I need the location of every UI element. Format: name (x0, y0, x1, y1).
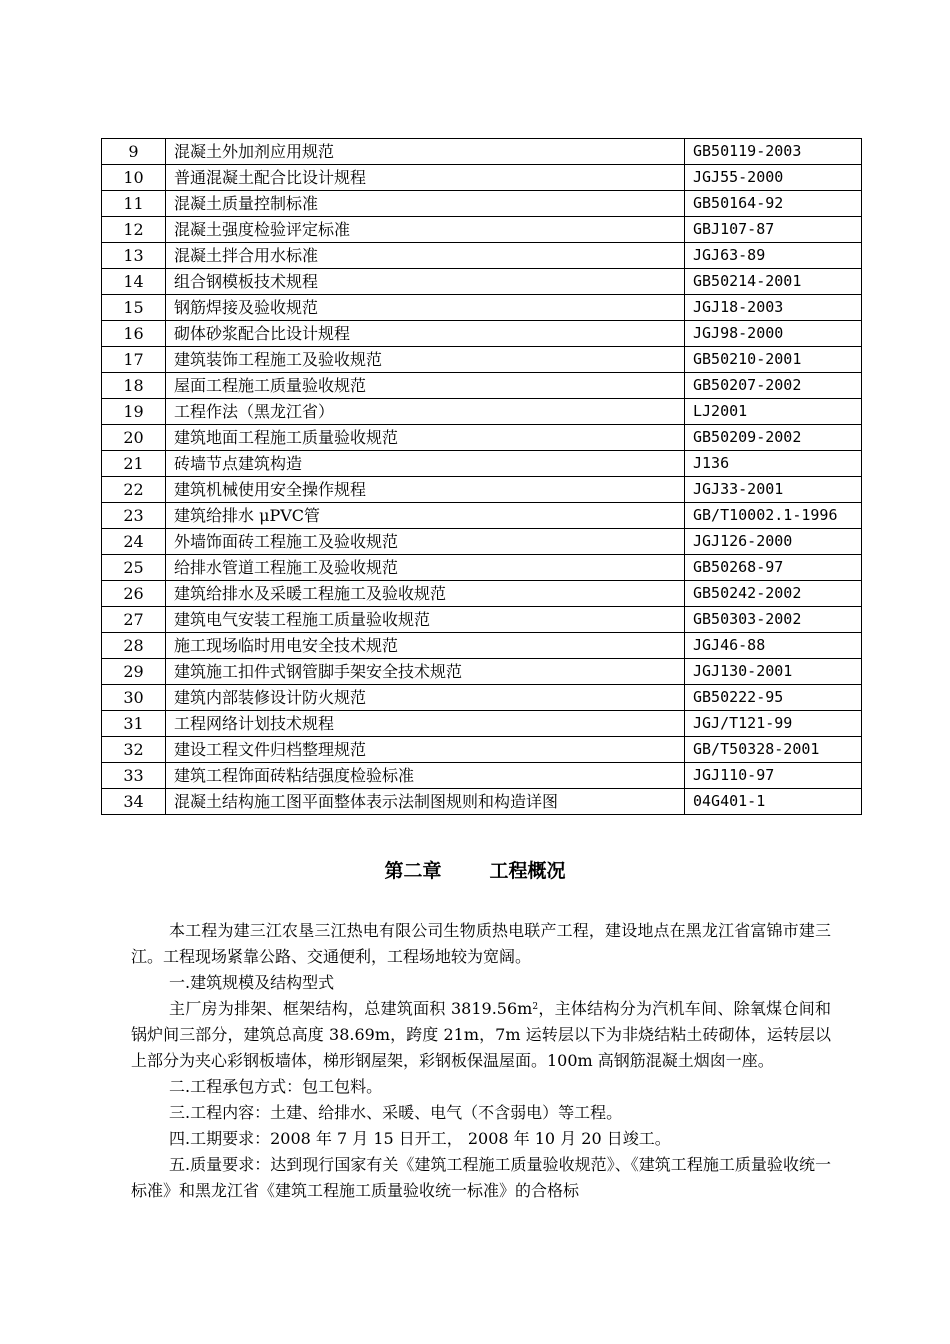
row-number: 21 (102, 451, 166, 477)
standard-name: 建筑地面工程施工质量验收规范 (166, 425, 685, 451)
table-row (102, 555, 862, 581)
project-overview (131, 918, 831, 1204)
row-number: 30 (102, 685, 166, 711)
standard-code: JGJ46-88 (685, 633, 862, 659)
standard-name: 组合钢模板技术规程 (166, 269, 685, 295)
row-number: 31 (102, 711, 166, 737)
row-number: 28 (102, 633, 166, 659)
standard-name: 建设工程文件归档整理规范 (166, 737, 685, 763)
standard-code: GB50209-2002 (685, 425, 862, 451)
standard-code: GB/T10002.1-1996 (685, 503, 862, 529)
table-row (102, 139, 862, 165)
section-4-paragraph: 四.工期要求：2008 年 7 月 15 日开工， 2008 年 10 月 20 日竣工。 (169, 1129, 671, 1148)
section-1-text-b: ，主体结构分为汽机车间、除氧煤仓间和锅炉间三部分，建筑总高度 38.69m，跨度 21m，7m 运转层以下为非烧结粘土砖砌体，运转层以上部分为夹心彩钢板墙体，梯形钢屋架，彩钢板保温屋面。100m 高钢筋混凝土烟囱一座。 (131, 999, 831, 1070)
table-row (102, 321, 862, 347)
table-row (102, 269, 862, 295)
standard-name: 砌体砂浆配合比设计规程 (166, 321, 685, 347)
row-number: 16 (102, 321, 166, 347)
standard-code: GB50210-2001 (685, 347, 862, 373)
standard-code: JGJ55-2000 (685, 165, 862, 191)
chapter-number: 第二章 (384, 860, 442, 882)
table-row (102, 789, 862, 815)
row-number: 25 (102, 555, 166, 581)
standard-code: JGJ18-2003 (685, 295, 862, 321)
section-1-text-a: 主厂房为排架、框架结构，总建筑面积 3819.56m (169, 999, 533, 1018)
standard-code: 04G401-1 (685, 789, 862, 815)
row-number: 22 (102, 477, 166, 503)
table-row (102, 243, 862, 269)
standards-table (101, 138, 862, 815)
standard-name: 混凝土质量控制标准 (166, 191, 685, 217)
row-number: 17 (102, 347, 166, 373)
table-row (102, 659, 862, 685)
standard-code: GB50222-95 (685, 685, 862, 711)
standard-code: J136 (685, 451, 862, 477)
standard-name: 建筑给排水及采暖工程施工及验收规范 (166, 581, 685, 607)
section-2-paragraph: 二.工程承包方式：包工包料。 (169, 1077, 383, 1096)
row-number: 29 (102, 659, 166, 685)
standard-code: GB50303-2002 (685, 607, 862, 633)
row-number: 19 (102, 399, 166, 425)
section-1-heading: 一.建筑规模及结构型式 (169, 973, 335, 992)
row-number: 15 (102, 295, 166, 321)
standard-name: 建筑工程饰面砖粘结强度检验标准 (166, 763, 685, 789)
chapter-title: 工程概况 (489, 860, 566, 882)
intro-paragraph: 本工程为建三江农垦三江热电有限公司生物质热电联产工程，建设地点在黑龙江省富锦市建三江。工程现场紧靠公路、交通便利，工程场地较为宽阔。 (131, 921, 831, 966)
table-row (102, 165, 862, 191)
standard-code: JGJ63-89 (685, 243, 862, 269)
standard-name: 施工现场临时用电安全技术规范 (166, 633, 685, 659)
standard-code: GB50119-2003 (685, 139, 862, 165)
row-number: 34 (102, 789, 166, 815)
table-row (102, 607, 862, 633)
table-row (102, 373, 862, 399)
table-row (102, 503, 862, 529)
standard-code: JGJ126-2000 (685, 529, 862, 555)
standard-code: GB50242-2002 (685, 581, 862, 607)
table-row (102, 477, 862, 503)
table-row (102, 685, 862, 711)
section-1-paragraph (131, 996, 831, 1074)
area-unit-superscript: 2 (532, 1002, 539, 1012)
row-number: 14 (102, 269, 166, 295)
standard-code: GBJ107-87 (685, 217, 862, 243)
standard-name: 工程作法（黑龙江省） (166, 399, 685, 425)
table-row (102, 347, 862, 373)
standard-name: 普通混凝土配合比设计规程 (166, 165, 685, 191)
table-row (102, 399, 862, 425)
standard-code: GB50214-2001 (685, 269, 862, 295)
row-number: 18 (102, 373, 166, 399)
standard-name: 混凝土拌合用水标准 (166, 243, 685, 269)
row-number: 11 (102, 191, 166, 217)
section-5-paragraph: 五.质量要求：达到现行国家有关《建筑工程施工质量验收规范》、《建筑工程施工质量验收统一标准》和黑龙江省《建筑工程施工质量验收统一标准》的合格标 (131, 1155, 831, 1200)
row-number: 23 (102, 503, 166, 529)
chapter-heading (0, 856, 950, 883)
standard-name: 混凝土外加剂应用规范 (166, 139, 685, 165)
row-number: 32 (102, 737, 166, 763)
standard-name: 钢筋焊接及验收规范 (166, 295, 685, 321)
table-row (102, 191, 862, 217)
table-row (102, 425, 862, 451)
row-number: 26 (102, 581, 166, 607)
standards-table-body (102, 139, 862, 815)
row-number: 9 (102, 139, 166, 165)
table-row (102, 633, 862, 659)
standard-code: LJ2001 (685, 399, 862, 425)
row-number: 24 (102, 529, 166, 555)
row-number: 10 (102, 165, 166, 191)
standard-name: 建筑装饰工程施工及验收规范 (166, 347, 685, 373)
standard-code: JGJ110-97 (685, 763, 862, 789)
standard-name: 外墙饰面砖工程施工及验收规范 (166, 529, 685, 555)
standard-name: 建筑内部装修设计防火规范 (166, 685, 685, 711)
row-number: 27 (102, 607, 166, 633)
standard-name: 给排水管道工程施工及验收规范 (166, 555, 685, 581)
section-3-paragraph: 三.工程内容：土建、给排水、采暖、电气（不含弱电）等工程。 (169, 1103, 623, 1122)
row-number: 33 (102, 763, 166, 789)
standard-name: 建筑施工扣件式钢管脚手架安全技术规范 (166, 659, 685, 685)
standard-code: JGJ33-2001 (685, 477, 862, 503)
table-row (102, 451, 862, 477)
standard-code: JGJ130-2001 (685, 659, 862, 685)
standard-name: 建筑机械使用安全操作规程 (166, 477, 685, 503)
row-number: 20 (102, 425, 166, 451)
standard-code: GB50164-92 (685, 191, 862, 217)
table-row (102, 295, 862, 321)
standard-name: 建筑给排水 μPVC管 (166, 503, 685, 529)
standard-name: 工程网络计划技术规程 (166, 711, 685, 737)
table-row (102, 529, 862, 555)
standard-code: JGJ98-2000 (685, 321, 862, 347)
table-row (102, 217, 862, 243)
standard-name: 砖墙节点建筑构造 (166, 451, 685, 477)
row-number: 13 (102, 243, 166, 269)
standard-code: GB50268-97 (685, 555, 862, 581)
standard-name: 混凝土强度检验评定标准 (166, 217, 685, 243)
standard-code: JGJ/T121-99 (685, 711, 862, 737)
standard-code: GB50207-2002 (685, 373, 862, 399)
row-number: 12 (102, 217, 166, 243)
standard-name: 混凝土结构施工图平面整体表示法制图规则和构造详图 (166, 789, 685, 815)
table-row (102, 737, 862, 763)
standard-name: 建筑电气安装工程施工质量验收规范 (166, 607, 685, 633)
table-row (102, 763, 862, 789)
standard-name: 屋面工程施工质量验收规范 (166, 373, 685, 399)
standard-code: GB/T50328-2001 (685, 737, 862, 763)
table-row (102, 581, 862, 607)
table-row (102, 711, 862, 737)
